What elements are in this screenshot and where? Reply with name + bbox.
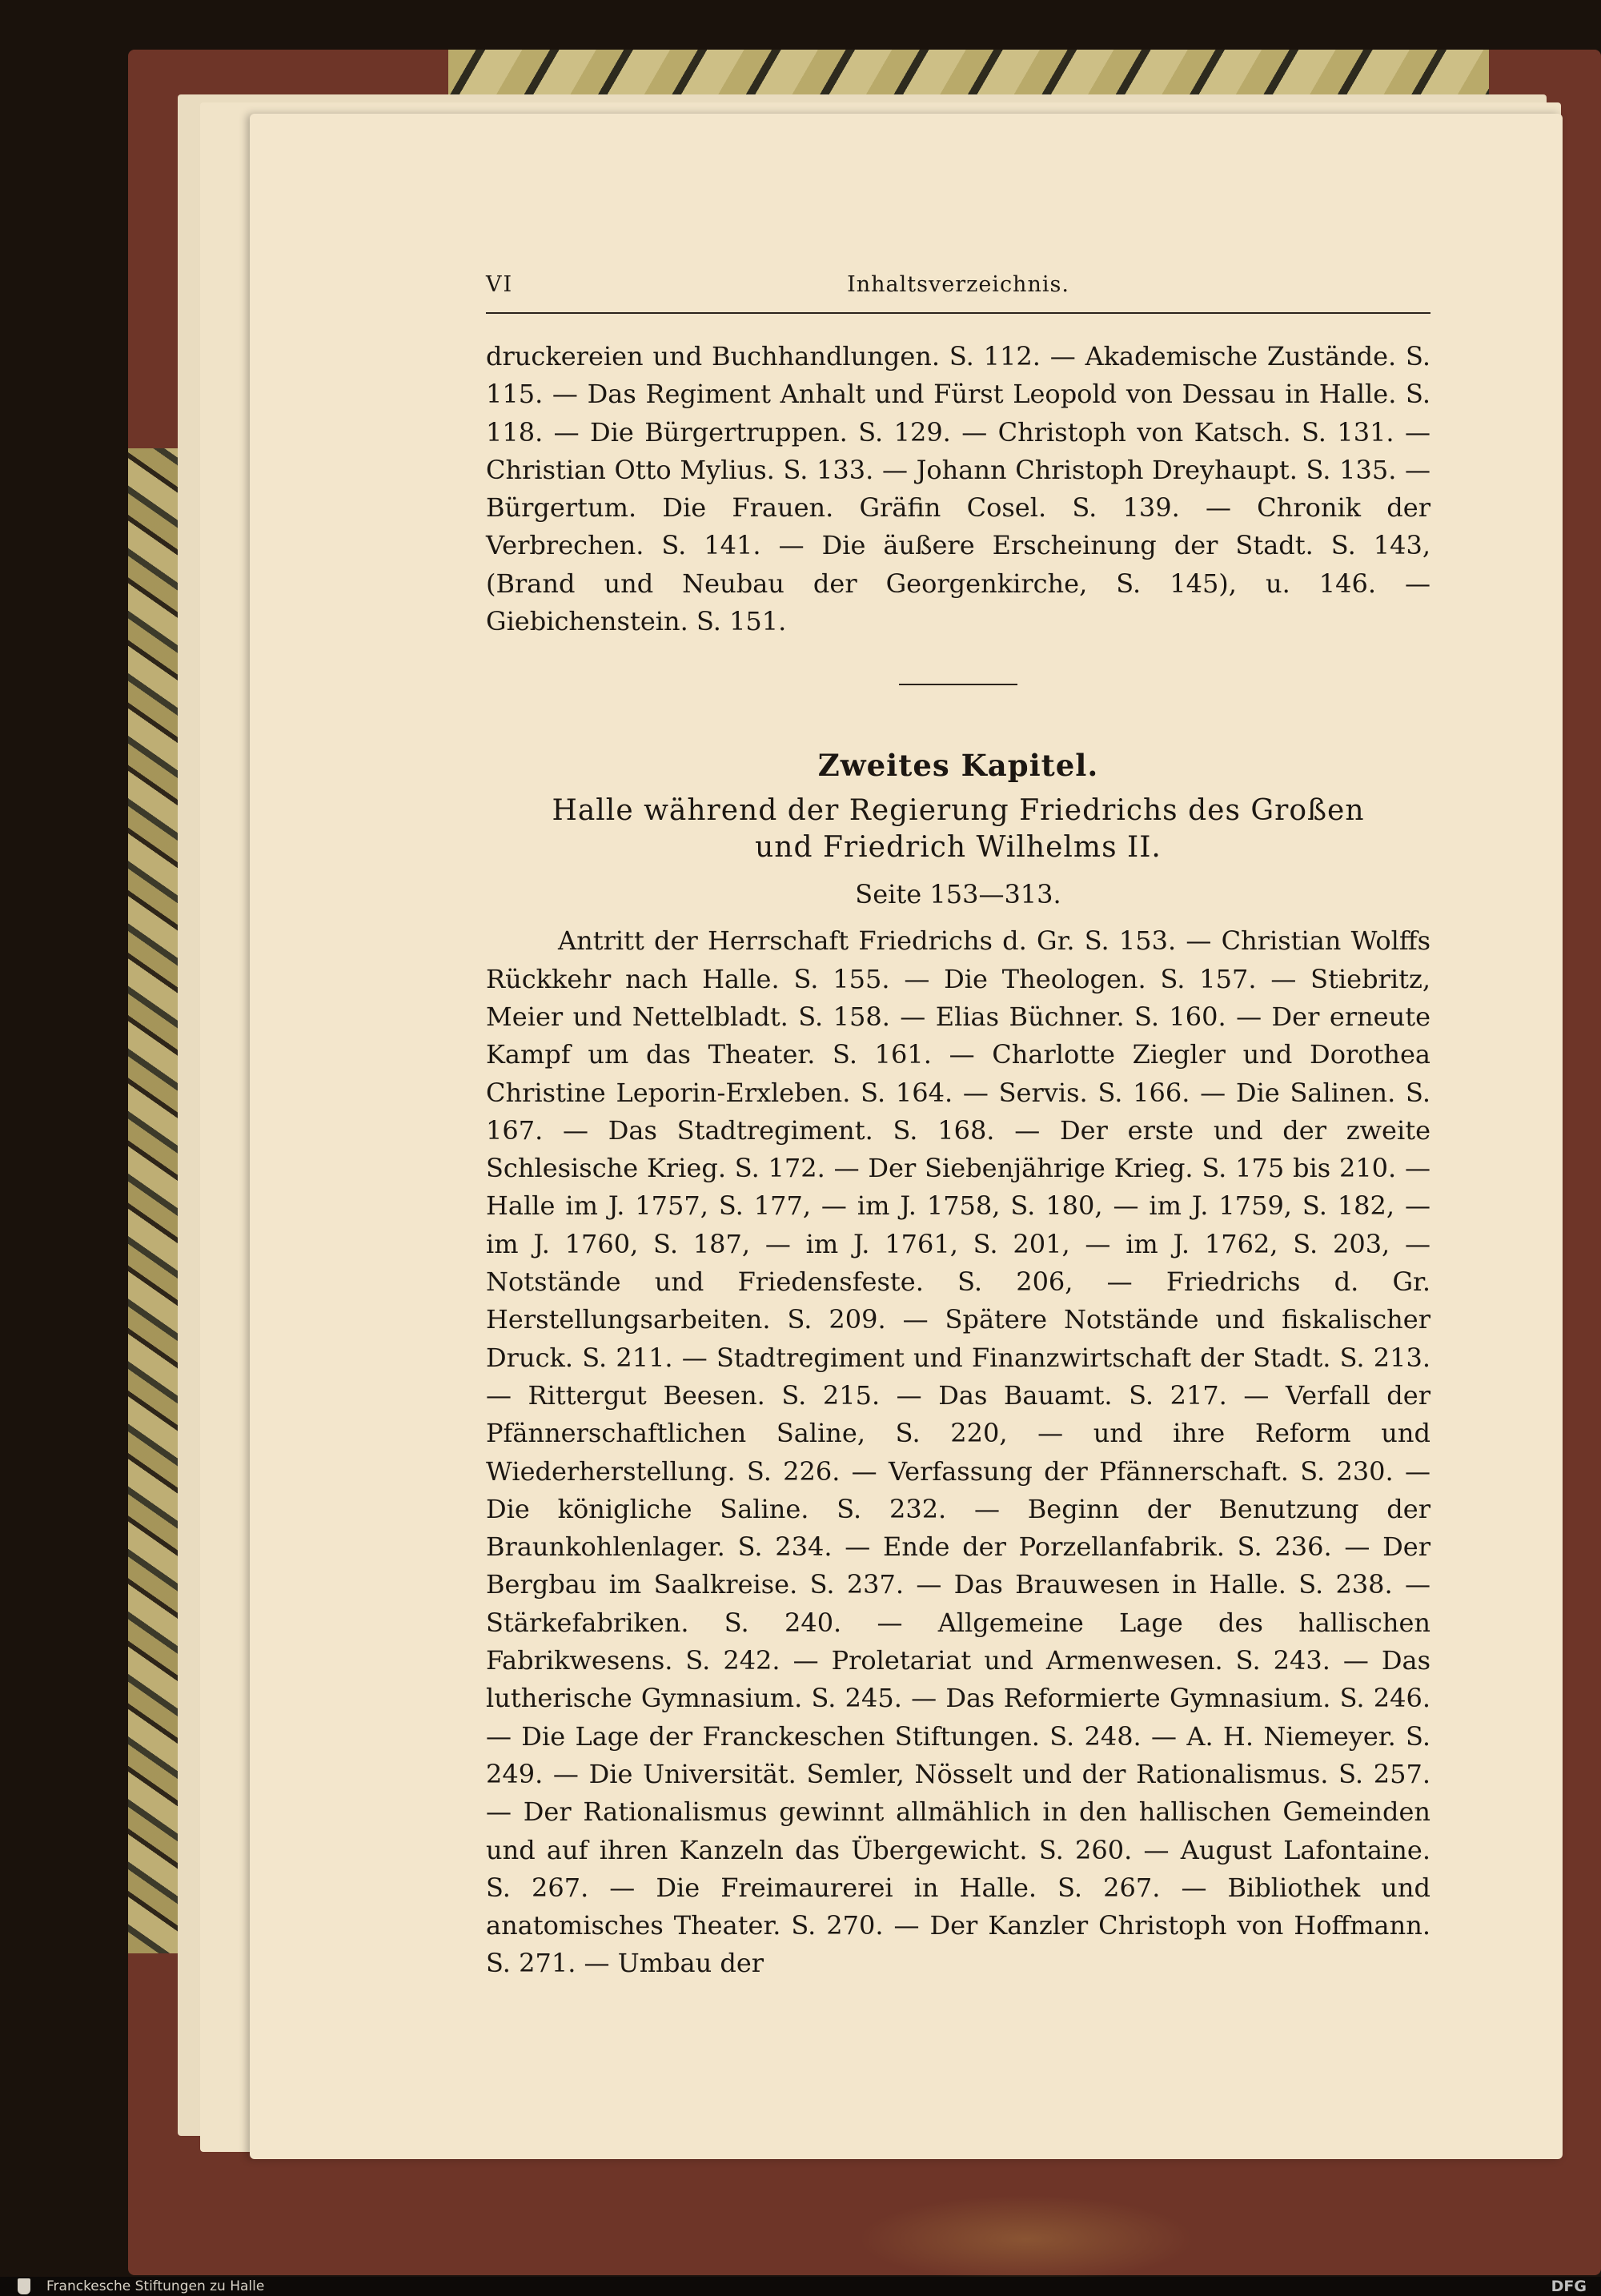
- chapter-title: [486, 793, 1430, 866]
- library-name: Franckesche Stiftungen zu Halle: [46, 2278, 265, 2294]
- page-number: VI: [486, 272, 514, 297]
- chapter-title-line-2: und Friedrich Wilhelms II.: [755, 831, 1162, 865]
- chapter-heading: Zweites Kapitel.: [817, 748, 1099, 784]
- chapter-title-line-1: Halle während der Regierung Friedrichs des Großen: [552, 794, 1365, 828]
- library-logo-icon: [18, 2278, 30, 2294]
- running-header: [486, 264, 1430, 314]
- page-text-area: [486, 264, 1430, 1983]
- running-title: Inhaltsverzeichnis.: [847, 272, 1069, 297]
- section-divider: [899, 684, 1017, 685]
- chapter-two-contents: Antritt der Herrschaft Friedrichs d. Gr. S. 153. — Christian Wolffs Rückkehr nach Halle. S. 155. — Die Theologen. S. 157. — Stiebritz, Meier und Nettelbladt. S. 158. — Elias Büchner. S. 160. — Der erneute Kampf um das Theater. S. 161. — Charlotte Ziegler und Dorothea Christine Leporin-Erxleben. S. 164. — Servis. S. 166. — Die Salinen. S. 167. — Das Stadtregiment. S. 168. — Der erste und der zweite Schlesische Krieg. S. 172. — Der Siebenjährige Krieg. S. 175 bis 210. — Halle im J. 1757, S. 177, — im J. 1758, S. 180, — im J. 1759, S. 182, — im J. 1760, S. 187, — im J. 1761, S. 201, — im J. 1762, S. 203, — Notstände und Friedensfeste. S. 206, — Friedrichs d. Gr. Herstellungsarbeiten. S. 209. — Spätere Notstände und fiskalischer Druck. S. 211. — Stadtregiment und Finanzwirtschaft der Stadt. S. 213. — Rittergut Beesen. S. 215. — Das Bauamt. S. 217. — Verfall der Pfännerschaftlichen Saline, S. 220, — und ihre Reform und Wiederherstellung. S. 226. — Verfassung der Pfännerschaft. S. 230. — Die königliche Saline. S. 232. — Beginn der Benutzung der Braunkohlenlager. S. 234. — Ende der Porzellanfabrik. S. 236. — Der Bergbau im Saalkreise. S. 237. — Das Brauwesen in Halle. S. 238. — Stärkefabriken. S. 240. — Allgemeine Lage des hallischen Fabrikwesens. S. 242. — Proletariat und Armenwesen. S. 243. — Das lutherische Gymnasium. S. 245. — Das Reformierte Gymnasium. S. 246. — Die Lage der Franckeschen Stiftungen. S. 248. — A. H. Niemeyer. S. 249. — Die Universität. Semler, Nösselt und der Rationalismus. S. 257. — Der Rationalismus gewinnt allmählich in den hallischen Gemeinden und auf ihren Kanzeln das Übergewicht. S. 260. — August Lafontaine. S. 267. — Die Freimaurerei in Halle. S. 267. — Bibliothek und anatomisches Theater. S. 270. — Der Kanzler Christoph von Hoffmann. S. 271. — Umbau der: [486, 925, 1430, 1979]
- chapter-page-range: Seite 153—313.: [855, 879, 1061, 910]
- funder-logo-text: DFG: [1551, 2278, 1587, 2295]
- footer-bar: [0, 2277, 1601, 2296]
- chapter-one-contents-continued: druckereien und Buchhandlungen. S. 112. — Akademische Zustände. S. 115. — Das Regiment Anhalt und Fürst Leopold von Dessau in Halle. S. 118. — Die Bürgertruppen. S. 129. — Christoph von Katsch. S. 131. — Christian Otto Mylius. S. 133. — Johann Christoph Dreyhaupt. S. 135. — Bürgertum. Die Frauen. Gräfin Cosel. S. 139. — Chronik der Verbrechen. S. 141. — Die äußere Erscheinung der Stadt. S. 143, (Brand und Neubau der Georgenkirche, S. 145), u. 146. — Giebichenstein. S. 151.: [486, 341, 1430, 637]
- marbled-endpaper-top: [448, 50, 1489, 98]
- paper-stain: [858, 2195, 1194, 2283]
